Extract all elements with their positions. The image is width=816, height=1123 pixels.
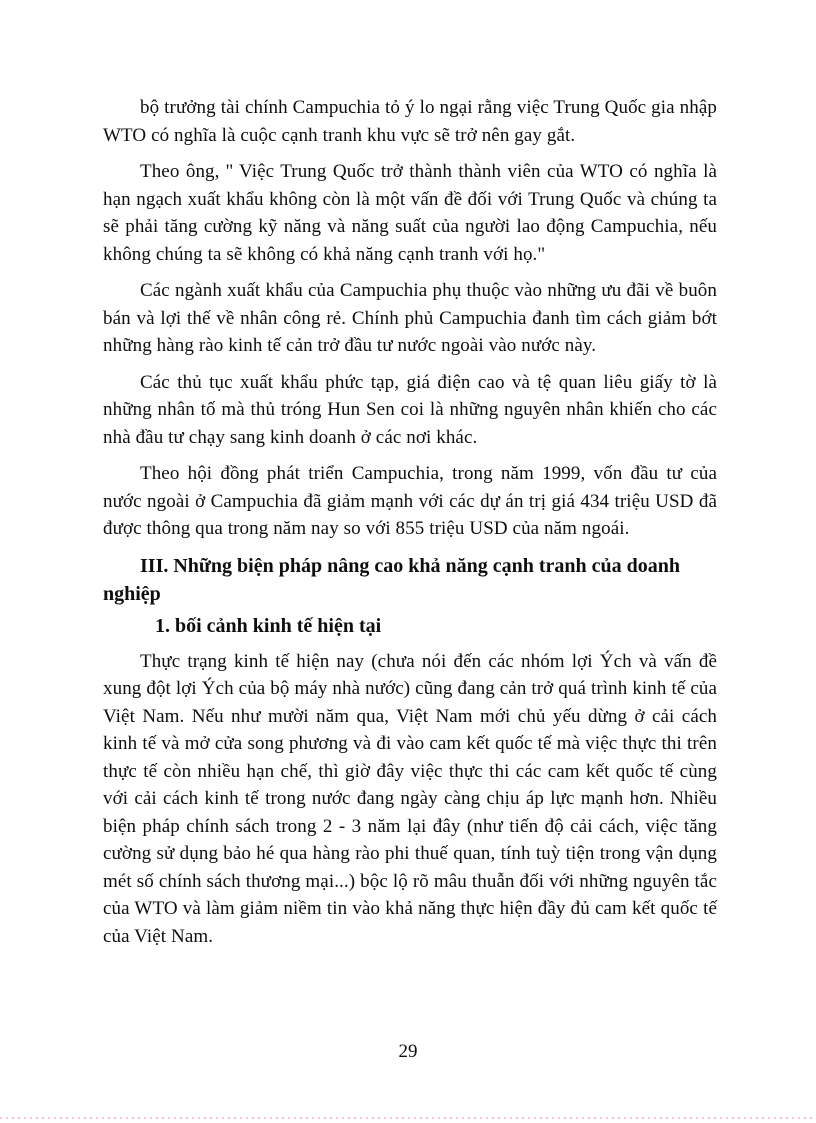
text-block bbox=[103, 94, 717, 959]
paragraph-6: Thực trạng kinh tế hiện nay (chưa nói đến các nhóm lợi Ých và vấn đề xung đột lợi Ých của bộ máy nhà nước) cũng đang cản trở quá trình kinh tế của Việt Nam. Nếu như mười năm qua, Việt Nam mới chủ yếu dừng ở cải cách kinh tế và mở cửa song phương và đi vào cam kết quốc tế mà việc thực thi trên thực tế còn nhiều hạn chế, thì giờ đây việc thực thi các cam kết quốc tế cùng với cải cách kinh tế trong nước đang ngày càng chịu áp lực mạnh hơn. Nhiều biện pháp chính sách trong 2 - 3 năm lại đây (như tiến độ cải cách, việc tăng cường sử dụng bảo hé qua hàng rào phi thuế quan, tính tuỳ tiện trong vận dụng mét số chính sách thương mại...) bộc lộ rõ mâu thuẫn đối với những nguyên tắc của WTO và làm giảm niềm tin vào khả năng thực hiện đầy đủ cam kết quốc tế của Việt Nam. bbox=[103, 650, 717, 947]
subsection-heading: 1. bối cảnh kinh tế hiện tại bbox=[155, 614, 382, 637]
paragraph-1: bộ trưởng tài chính Campuchia tỏ ý lo ngại rằng việc Trung Quốc gia nhập WTO có nghĩa là cuộc cạnh tranh khu vực sẽ trở nên gay gắt. bbox=[103, 97, 717, 146]
paragraph-4: Các thủ tục xuất khẩu phức tạp, giá điện cao và tệ quan liêu giấy tờ là những nhân tố mà thủ tróng Hun Sen coi là những nguyên nhân khiến cho các nhà đầu tư chạy sang kinh doanh ở các nơi khác. bbox=[103, 371, 717, 448]
paragraph-3: Các ngành xuất khẩu của Campuchia phụ thuộc vào những ưu đãi về buôn bán và lợi thế về nhân công rẻ. Chính phủ Campuchia đanh tìm cách giảm bớt những hàng rào kinh tế cản trở đầu tư nước ngoài vào nước này. bbox=[103, 280, 717, 356]
paragraph-2: Theo ông, '' Việc Trung Quốc trở thành thành viên của WTO có nghĩa là hạn ngạch xuất khẩu không còn là một vấn đề đối với Trung Quốc và chúng ta sẽ phải tăng cường kỹ năng và năng suất của người lao động Campuchia, nếu không chúng ta sẽ không có khả năng cạnh tranh với họ." bbox=[103, 161, 717, 265]
page-bottom-dotted-line bbox=[0, 1117, 816, 1119]
paragraph-5: Theo hội đồng phát triển Campuchia, trong năm 1999, vốn đầu tư của nước ngoài ở Campuchia đã giảm mạnh với các dự án trị giá 434 triệu USD đã được thông qua trong năm nay so với 855 triệu USD của năm ngoái. bbox=[103, 463, 717, 539]
section-heading: III. Những biện pháp nâng cao khả năng cạnh tranh của doanh nghiệp bbox=[103, 554, 680, 605]
page-number: 29 bbox=[398, 1041, 418, 1062]
